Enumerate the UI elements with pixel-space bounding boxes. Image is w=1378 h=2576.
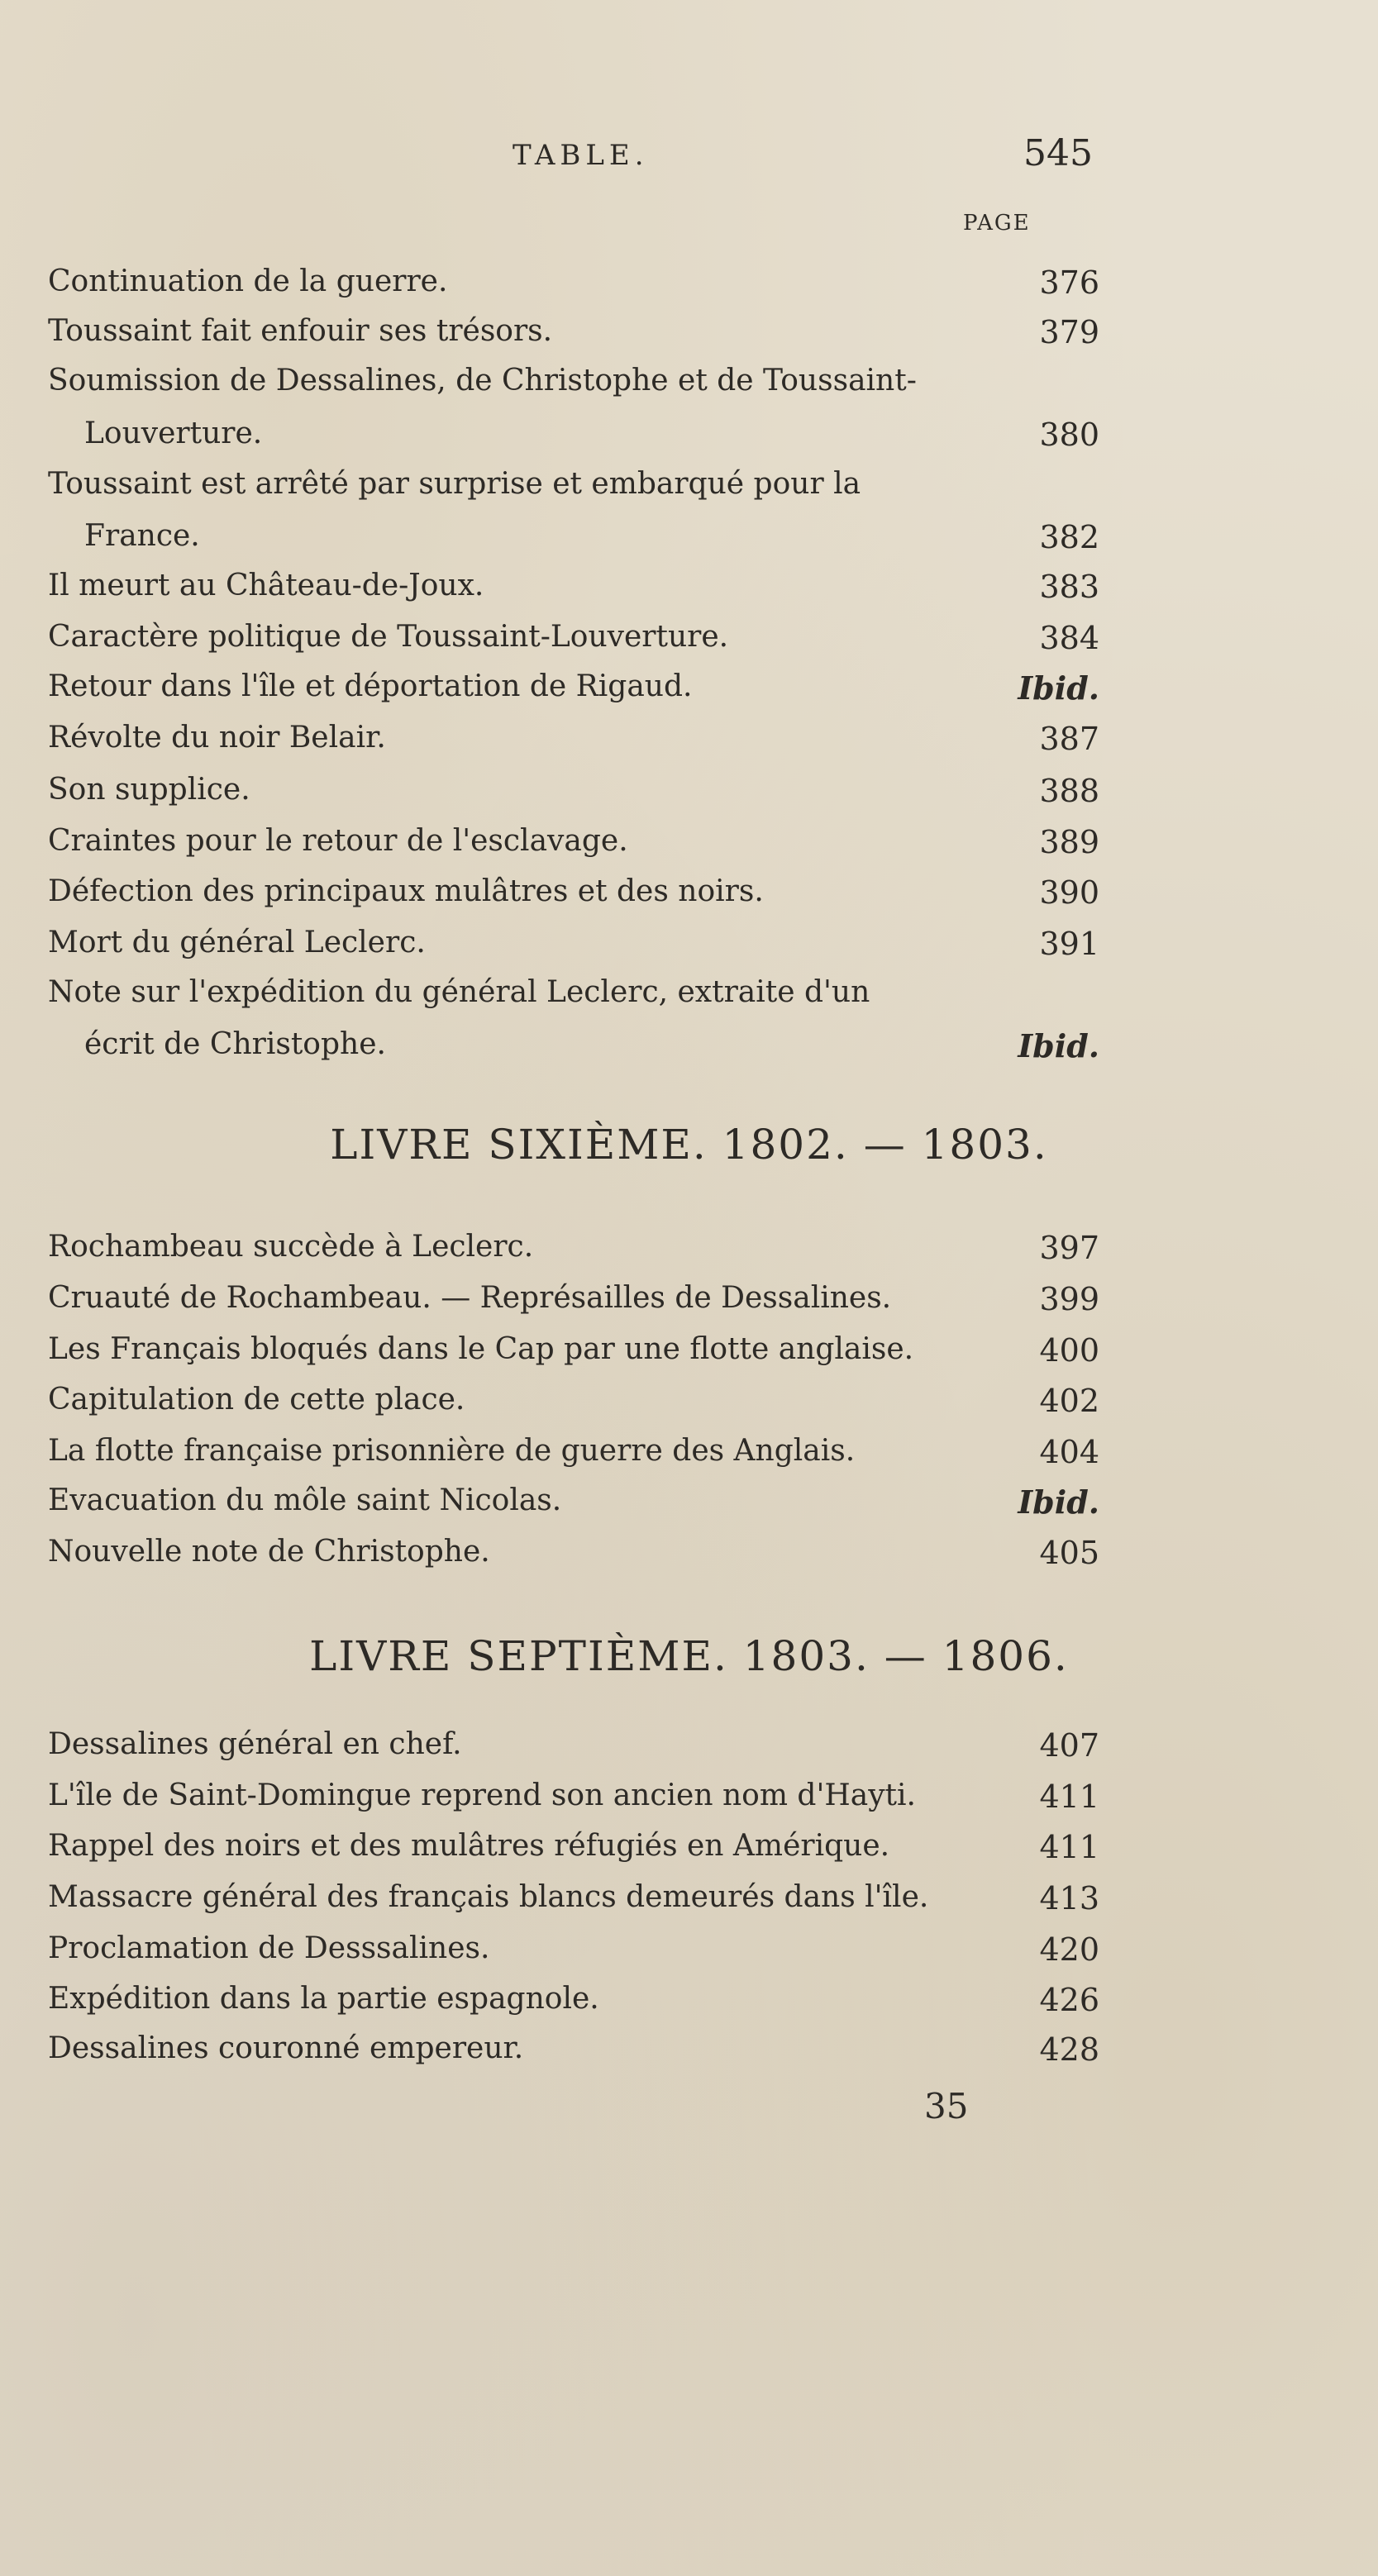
entry-title: Toussaint est arrêté par surprise et embarqué pour la — [48, 467, 861, 501]
toc-entry — [0, 1230, 1378, 1279]
entry-page: 404 — [1039, 1434, 1099, 1470]
toc-entry — [0, 620, 1378, 669]
book-heading: LIVRE SEPTIÈME. 1803. — 1806. — [309, 1632, 1069, 1680]
entry-page: 411 — [1039, 1829, 1099, 1865]
toc-entry — [0, 1483, 1378, 1533]
entry-page: 384 — [1039, 620, 1099, 656]
entry-page: 380 — [1039, 417, 1099, 453]
toc-entry — [0, 569, 1378, 618]
toc-entry — [0, 1931, 1378, 1981]
page-number: 545 — [1023, 132, 1093, 174]
entry-page: 402 — [1039, 1383, 1099, 1419]
toc-entry — [0, 669, 1378, 719]
toc-entry — [0, 1880, 1378, 1930]
entry-title: Révolte du noir Belair. — [48, 721, 386, 755]
entry-page: 383 — [1039, 569, 1099, 605]
toc-entry — [0, 975, 1378, 1025]
entry-title: Dessalines couronné empereur. — [48, 2031, 524, 2065]
entry-page: 420 — [1039, 1931, 1099, 1968]
entry-page: Ibid. — [1018, 669, 1099, 707]
entry-title: Son supplice. — [48, 773, 250, 807]
entry-title: France. — [84, 519, 200, 553]
entry-page: 387 — [1039, 721, 1099, 757]
toc-entry — [0, 2031, 1378, 2081]
entry-page: 382 — [1039, 519, 1099, 555]
entry-title: Note sur l'expédition du général Leclerc, extraite d'un — [48, 975, 870, 1009]
toc-entry — [0, 417, 1378, 466]
toc-entry — [0, 773, 1378, 822]
toc-entry — [0, 519, 1378, 569]
page-column-label: PAGE — [963, 211, 1031, 236]
entry-page: 390 — [1039, 874, 1099, 911]
entry-title: Rochambeau succède à Leclerc. — [48, 1230, 534, 1264]
toc-entry — [0, 874, 1378, 924]
entry-title: Craintes pour le retour de l'esclavage. — [48, 824, 628, 858]
toc-entry — [0, 467, 1378, 517]
toc-entry — [0, 1027, 1378, 1077]
toc-entry — [0, 1434, 1378, 1483]
toc-entry — [0, 1383, 1378, 1432]
entry-page: 399 — [1039, 1281, 1099, 1317]
entry-page: 411 — [1039, 1778, 1099, 1815]
entry-title: Cruauté de Rochambeau. — Représailles de Dessalines. — [48, 1281, 892, 1315]
entry-page: 376 — [1039, 264, 1099, 301]
entry-page: 407 — [1039, 1727, 1099, 1764]
toc-entry — [0, 1982, 1378, 2031]
toc-entry — [0, 1535, 1378, 1584]
entry-title: Les Français bloqués dans le Cap par une flotte anglaise. — [48, 1332, 914, 1366]
running-title: TABLE. — [513, 139, 649, 172]
book-heading: LIVRE SIXIÈME. 1802. — 1803. — [330, 1121, 1048, 1169]
entry-page: 388 — [1039, 773, 1099, 809]
entry-page: 397 — [1039, 1230, 1099, 1266]
toc-entry — [0, 1778, 1378, 1828]
entry-page: 405 — [1039, 1535, 1099, 1571]
toc-entry — [0, 721, 1378, 770]
entry-title: Caractère politique de Toussaint-Louverture. — [48, 620, 729, 654]
entry-title: Louverture. — [84, 417, 263, 450]
entry-title: Retour dans l'île et déportation de Rigaud. — [48, 669, 693, 703]
toc-entry — [0, 314, 1378, 364]
entry-page: 389 — [1039, 824, 1099, 860]
entry-page: Ibid. — [1018, 1027, 1099, 1064]
signature-mark: 35 — [924, 2086, 969, 2126]
entry-title: Massacre général des français blancs demeurés dans l'île. — [48, 1880, 929, 1914]
entry-page: 400 — [1039, 1332, 1099, 1369]
entry-title: Il meurt au Château-de-Joux. — [48, 569, 484, 602]
toc-entry — [0, 364, 1378, 413]
toc-entry — [0, 1829, 1378, 1878]
entry-title: Mort du général Leclerc. — [48, 926, 426, 959]
entry-title: Toussaint fait enfouir ses trésors. — [48, 314, 553, 348]
entry-title: Rappel des noirs et des mulâtres réfugiés en Amérique. — [48, 1829, 890, 1863]
entry-page: 391 — [1039, 926, 1099, 962]
entry-title: L'île de Saint-Domingue reprend son ancien nom d'Hayti. — [48, 1778, 916, 1812]
entry-page: 413 — [1039, 1880, 1099, 1917]
toc-entry — [0, 264, 1378, 314]
entry-title: Soumission de Dessalines, de Christophe et de Toussaint- — [48, 364, 917, 398]
entry-title: Proclamation de Desssalines. — [48, 1931, 490, 1965]
toc-entry — [0, 1281, 1378, 1331]
entry-page: 428 — [1039, 2031, 1099, 2068]
entry-title: Nouvelle note de Christophe. — [48, 1535, 490, 1569]
entry-page: 426 — [1039, 1982, 1099, 2018]
entry-title: écrit de Christophe. — [84, 1027, 386, 1061]
entry-page: Ibid. — [1018, 1483, 1099, 1521]
toc-entry — [0, 1727, 1378, 1777]
toc-entry — [0, 1332, 1378, 1382]
entry-title: Evacuation du môle saint Nicolas. — [48, 1483, 562, 1517]
entry-title: Continuation de la guerre. — [48, 264, 448, 298]
entry-title: Dessalines général en chef. — [48, 1727, 462, 1761]
toc-entry — [0, 926, 1378, 975]
toc-entry — [0, 824, 1378, 874]
entry-title: Capitulation de cette place. — [48, 1383, 465, 1417]
entry-title: Expédition dans la partie espagnole. — [48, 1982, 599, 2016]
entry-title: La flotte française prisonnière de guerre des Anglais. — [48, 1434, 856, 1468]
entry-page: 379 — [1039, 314, 1099, 350]
entry-title: Défection des principaux mulâtres et des noirs. — [48, 874, 764, 908]
